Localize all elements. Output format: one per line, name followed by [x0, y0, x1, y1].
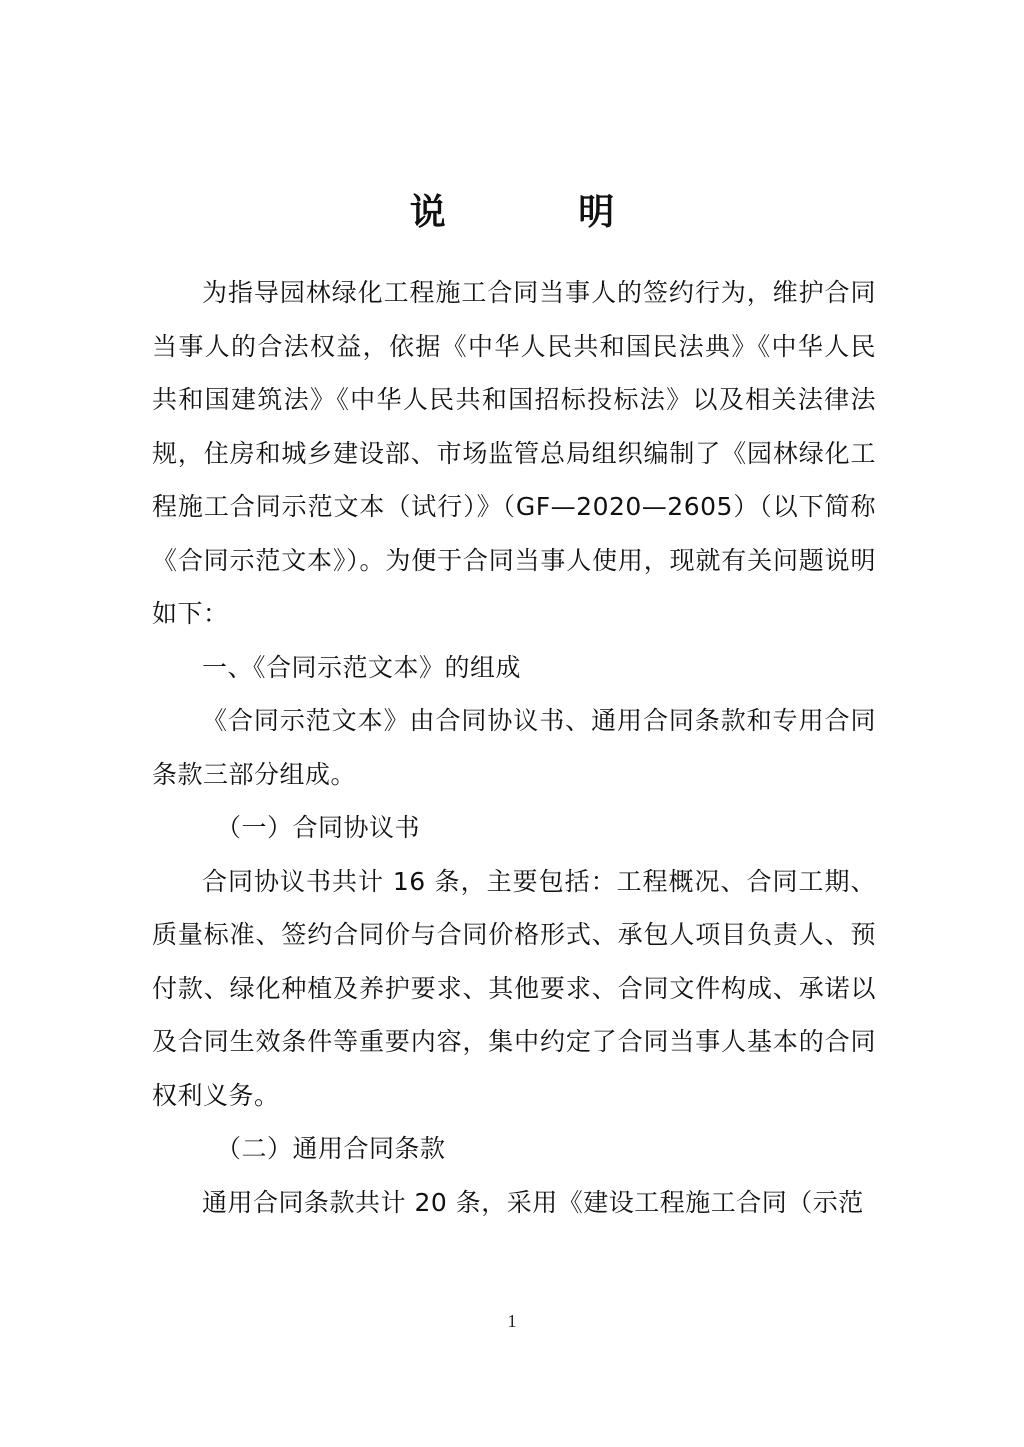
document-body [152, 266, 876, 1229]
general-terms-paragraph: 通用合同条款共计 20 条，采用《建设工程施工合同（示范 [202, 1187, 864, 1217]
section-heading-composition: 一、《合同示范文本》的组成 [202, 652, 522, 682]
page-number: 1 [507, 1311, 517, 1331]
subsection-heading-agreement: （一）合同协议书 [216, 813, 421, 842]
agreement-paragraph: 合同协议书共计 16 条，主要包括：工程概况、合同工期、质量标准、签约合同价与合同价格形式、承包人项目负责人、预付款、绿化种植及养护要求、其他要求、合同文件构成、承诺以及合同生效条件等重要内容，集中约定了合同当事人基本的合同权利义务。 [152, 866, 876, 1110]
intro-paragraph: 为指导园林绿化工程施工合同当事人的签约行为，维护合同当事人的合法权益，依据《中华人民共和国民法典》《中华人民共和国建筑法》《中华人民共和国招标投标法》以及相关法律法规，住房和城乡建设部、市场监管总局组织编制了《园林绿化工程施工合同示范文本（试行）》（GF—2020—2605）（以下简称《合同示范文本》）。为便于合同当事人使用，现就有关问题说明如下： [152, 278, 876, 628]
composition-paragraph: 《合同示范文本》由合同协议书、通用合同条款和专用合同条款三部分组成。 [152, 706, 876, 789]
document-title: 说 明 [409, 191, 675, 233]
subsection-heading-general-terms: （二）通用合同条款 [216, 1134, 446, 1163]
